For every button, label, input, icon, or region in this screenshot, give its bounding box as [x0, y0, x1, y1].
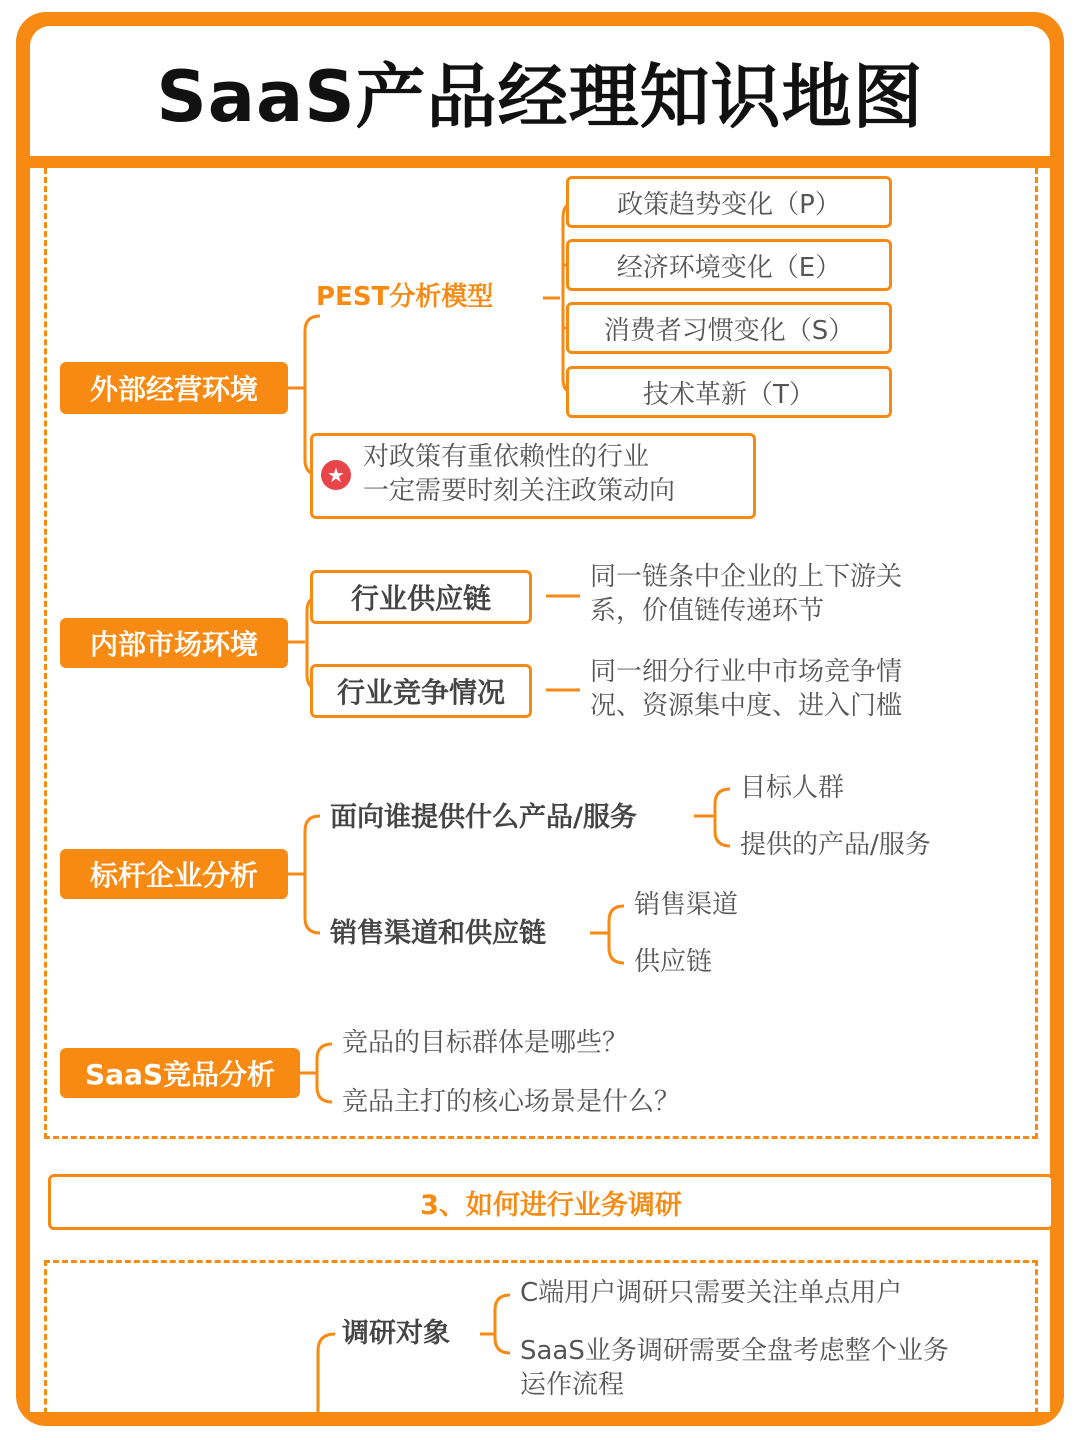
root-internal-environment: 内部市场环境 — [60, 618, 288, 668]
pest-item-e: 经济环境变化（E） — [566, 239, 892, 291]
page-title: SaaS产品经理知识地图 — [156, 55, 924, 138]
policy-note-line1: 对政策有重依赖性的行业 — [363, 442, 650, 472]
leaf-competitor-core-scenario: 竞品主打的核心场景是什么？ — [342, 1087, 681, 1117]
branch-industry-competition: 行业竞争情况 — [310, 664, 532, 718]
title-banner — [30, 26, 1050, 156]
leaf-saas-research-line1: SaaS业务调研需要全盘考虑整个业务 — [520, 1336, 949, 1366]
pest-item-t: 技术革新（T） — [566, 366, 892, 418]
page-frame — [16, 12, 1064, 1426]
branch-industry-supply-chain: 行业供应链 — [310, 570, 532, 624]
leaf-target-audience: 目标人群 — [740, 773, 845, 803]
leaf-competitor-target-group: 竞品的目标群体是哪些？ — [342, 1028, 629, 1058]
policy-note-line2: 一定需要时刻关注政策动向 — [363, 476, 676, 506]
competition-desc-line1: 同一细分行业中市场竞争情 — [590, 657, 903, 687]
policy-note-box — [310, 433, 756, 519]
section3-header-text: 3、如何进行业务调研 — [420, 1189, 682, 1221]
section3-header — [48, 1174, 1054, 1230]
leaf-sales-channel: 销售渠道 — [634, 890, 739, 920]
pest-item-p: 政策趋势变化（P） — [566, 176, 892, 228]
supply-chain-desc-line1: 同一链条中企业的上下游关 — [590, 562, 903, 592]
branch-research-target: 调研对象 — [342, 1318, 450, 1349]
root-saas-competitor-analysis: SaaS竞品分析 — [60, 1048, 300, 1098]
pest-model-label: PEST分析模型 — [316, 282, 494, 312]
mindmap-content — [30, 168, 1050, 1412]
star-badge-icon: ★ — [321, 460, 351, 490]
competition-desc-line2: 况、资源集中度、进入门槛 — [590, 691, 903, 721]
root-external-environment: 外部经营环境 — [60, 362, 288, 414]
supply-chain-desc-line2: 系，价值链传递环节 — [590, 596, 825, 626]
leaf-products-services: 提供的产品/服务 — [740, 830, 931, 860]
branch-sales-channel-supply: 销售渠道和供应链 — [330, 918, 546, 949]
branch-target-product-service: 面向谁提供什么产品/服务 — [330, 802, 637, 833]
root-benchmark-analysis: 标杆企业分析 — [60, 849, 288, 899]
leaf-c-end-research: C端用户调研只需要关注单点用户 — [520, 1278, 903, 1308]
leaf-supply-chain: 供应链 — [634, 947, 713, 977]
leaf-saas-research-line2: 运作流程 — [520, 1370, 625, 1400]
pest-item-s: 消费者习惯变化（S） — [566, 302, 892, 354]
